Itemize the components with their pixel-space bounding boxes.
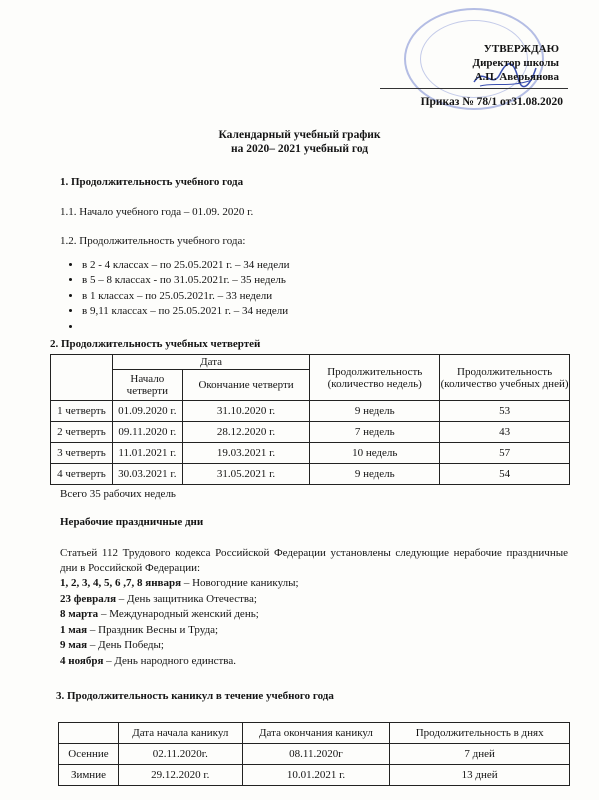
title-line-1: Календарный учебный график [218,129,381,141]
table-row [51,401,570,422]
holiday-date: 23 февраля [60,592,117,605]
document-title [0,128,599,156]
cell-end: 10.01.2021 г. [242,765,390,786]
col-header-days: Продолжительность (количество учебных дней) [440,355,570,401]
table-header-row [59,723,570,744]
row-label: 1 четверть [51,401,113,422]
list-item [60,576,299,592]
holiday-desc: – День защитника Отечества; [116,592,257,605]
col-header-vac-start: Дата начала каникул [118,723,242,744]
holiday-date: 8 марта [60,608,99,620]
list-item [82,320,290,335]
order-number: Приказ № 78/1 от31.08.2020 [420,96,563,108]
year-duration-list [60,258,290,335]
holiday-date: 1, 2, 3, 4, 5, 6 ,7, 8 января [60,577,182,589]
table-corner-cell [51,355,113,401]
year-duration-heading: 1.2. Продолжительность учебного года: [60,235,246,247]
quarters-table [50,354,570,485]
cell-end: 31.10.2020 г. [182,401,310,422]
row-label: 2 четверть [51,422,113,443]
table-row [51,443,570,464]
list-item [60,638,299,654]
list-item: • в 1 классах – по 25.05.2021г. – 33 недели [82,289,290,304]
holiday-date: 4 ноября [60,654,104,667]
row-label: 3 четверть [51,443,113,464]
cell-start: 11.01.2021 г. [112,443,182,464]
row-label: Зимние [59,765,119,786]
cell-start: 01.09.2020 г. [112,401,182,422]
approval-block [473,42,559,84]
table-row [51,422,570,443]
holiday-desc: – День Победы; [87,639,164,651]
cell-end: 19.03.2021 г. [182,443,310,464]
holiday-desc: – Международный женский день; [98,608,259,620]
holidays-intro: Статьей 112 Трудового кодекса Российской Федерации установлены следующие нерабочие праздничные дни в Российской Федерации: [60,547,568,574]
section2-heading: 2. Продолжительность учебных четвертей [50,338,261,350]
holiday-date: 1 мая [60,623,88,636]
cell-days: 54 [440,464,570,485]
list-item [60,592,299,608]
holidays-heading: Нерабочие праздничные дни [60,516,204,528]
cell-days: 43 [440,422,570,443]
list-item [60,623,299,639]
cell-weeks: 9 недель [310,401,440,422]
col-header-end: Окончание четверти [182,370,310,401]
cell-duration: 13 дней [390,765,570,786]
col-header-weeks: Продолжительность (количество недель) [310,355,440,401]
table-row [59,744,570,765]
cell-weeks: 7 недель [310,422,440,443]
cell-duration: 7 дней [390,744,570,765]
table-row [59,765,570,786]
year-start: 1.1. Начало учебного года – 01.09. 2020 г. [60,206,254,218]
list-item: • в 9,11 классах – по 25.05.2021 г. – 34 недели [82,304,290,319]
approval-position: Директор школы [472,57,559,69]
list-item [60,654,299,670]
cell-days: 53 [440,401,570,422]
holiday-date: 9 мая [60,639,88,651]
section1-heading: 1. Продолжительность учебного года [60,176,244,188]
title-line-2: на 2020– 2021 учебный год [230,143,369,155]
list-item: • в 5 – 8 классах - по 31.05.2021г. – 35 недель [82,273,290,288]
col-header-vac-duration: Продолжительность в днях [390,723,570,744]
approval-director-name: А.П. Аверьянова [474,71,559,83]
total-weeks: Всего 35 рабочих недель [60,488,176,500]
row-label: Осенние [59,744,119,765]
signature-line [380,88,568,89]
cell-end: 31.05.2021 г. [182,464,310,485]
holiday-desc: – Праздник Весны и Труда; [87,623,219,636]
cell-weeks: 10 недель [310,443,440,464]
list-item [60,607,299,623]
section3-heading: 3. Продолжительность каникул в течение учебного года [56,690,334,702]
cell-start: 29.12.2020 г. [118,765,242,786]
col-header-vac-end: Дата окончания каникул [242,723,390,744]
holiday-desc: – Новогодние каникулы; [181,577,299,589]
cell-end: 08.11.2020г [242,744,390,765]
cell-weeks: 9 недель [310,464,440,485]
cell-days: 57 [440,443,570,464]
col-header-start: Начало четверти [112,370,182,401]
vacations-table [58,722,570,786]
cell-end: 28.12.2020 г. [182,422,310,443]
row-label: 4 четверть [51,464,113,485]
col-header-date: Дата [112,355,309,370]
cell-start: 02.11.2020г. [118,744,242,765]
cell-start: 09.11.2020 г. [112,422,182,443]
holiday-desc: – День народного единства. [103,654,236,667]
approval-title: УТВЕРЖДАЮ [483,43,559,55]
holidays-list [60,576,299,669]
cell-start: 30.03.2021 г. [112,464,182,485]
table-row [51,464,570,485]
table-corner-cell [59,723,119,744]
list-item: • в 2 - 4 классах – по 25.05.2021 г. – 34 недели [82,258,290,273]
